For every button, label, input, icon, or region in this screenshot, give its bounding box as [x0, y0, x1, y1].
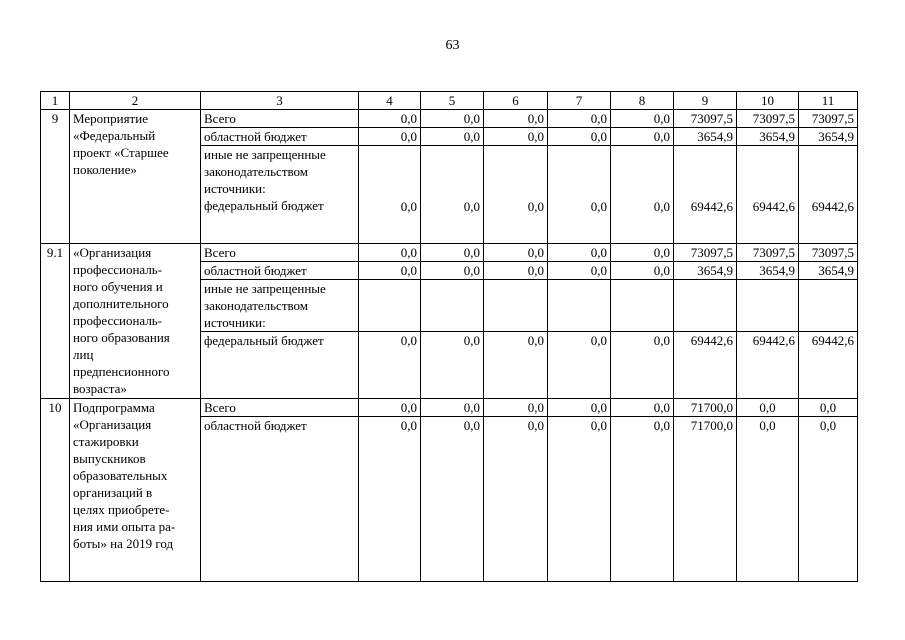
value-cell: 0,0 [421, 110, 484, 128]
header-cell: 5 [421, 92, 484, 110]
row-number: 9 [41, 110, 70, 244]
value-cell: 0,0 [548, 110, 611, 128]
value-cell: 0,0 [421, 262, 484, 280]
value-cell: 3654,9 [799, 128, 858, 146]
value-cell: 69442,6 [737, 332, 799, 399]
value-cell [737, 280, 799, 332]
header-cell: 9 [674, 92, 737, 110]
header-cell: 10 [737, 92, 799, 110]
value-cell: 0,0 [359, 399, 421, 417]
value-cell: 0,0 [737, 417, 799, 582]
value-cell: 0,0 [611, 262, 674, 280]
value-cell: 0,0 [359, 110, 421, 128]
value-cell [548, 280, 611, 332]
value-cell: 73097,5 [737, 110, 799, 128]
value-cell: 71700,0 [674, 399, 737, 417]
value-cell: 0,0 [359, 332, 421, 399]
value-cell: 0,0 [799, 399, 858, 417]
value-cell: 69442,6 [799, 146, 858, 244]
value-cell: 3654,9 [674, 128, 737, 146]
value-cell: 0,0 [421, 332, 484, 399]
value-cell: 0,0 [359, 262, 421, 280]
value-cell: 0,0 [611, 128, 674, 146]
value-cell: 0,0 [359, 244, 421, 262]
value-cell: 0,0 [359, 128, 421, 146]
value-cell: 0,0 [359, 417, 421, 582]
row-number: 10 [41, 399, 70, 582]
value-cell: 3654,9 [737, 262, 799, 280]
header-cell: 1 [41, 92, 70, 110]
value-cell: 0,0 [737, 399, 799, 417]
value-cell: 69442,6 [674, 332, 737, 399]
value-cell [421, 280, 484, 332]
budget-table [40, 91, 858, 582]
header-cell: 3 [201, 92, 359, 110]
value-cell: 0,0 [611, 244, 674, 262]
value-cell: 0,0 [421, 417, 484, 582]
value-cell: 3654,9 [799, 262, 858, 280]
value-cell: 69442,6 [737, 146, 799, 244]
value-cell [674, 280, 737, 332]
value-cell: 0,0 [359, 146, 421, 244]
value-cell: 0,0 [484, 110, 548, 128]
value-cell: 0,0 [484, 417, 548, 582]
value-cell: 0,0 [421, 399, 484, 417]
funding-source: областной бюджет [201, 128, 359, 146]
value-cell: 0,0 [421, 244, 484, 262]
value-cell: 0,0 [484, 128, 548, 146]
funding-source: иные не запрещенные законодательством источники: федеральный бюджет [201, 146, 359, 244]
value-cell: 73097,5 [799, 244, 858, 262]
value-cell: 0,0 [548, 128, 611, 146]
value-cell: 0,0 [548, 262, 611, 280]
value-cell: 73097,5 [674, 244, 737, 262]
value-cell: 0,0 [548, 399, 611, 417]
funding-source: Всего [201, 110, 359, 128]
measure-name: «Организация профессиональ- ного обучения и дополнительного профессиональ- ного образования лиц предпенсионного возраста» [70, 244, 201, 399]
value-cell: 0,0 [484, 244, 548, 262]
value-cell: 0,0 [611, 332, 674, 399]
value-cell: 69442,6 [799, 332, 858, 399]
value-cell: 73097,5 [737, 244, 799, 262]
value-cell: 0,0 [421, 146, 484, 244]
value-cell: 73097,5 [674, 110, 737, 128]
value-cell: 0,0 [484, 399, 548, 417]
table-row [41, 244, 858, 262]
value-cell: 3654,9 [737, 128, 799, 146]
header-cell: 4 [359, 92, 421, 110]
value-cell: 0,0 [484, 332, 548, 399]
funding-source: иные не запрещенные законодательством источники: [201, 280, 359, 332]
value-cell: 0,0 [421, 128, 484, 146]
page-number: 63 [445, 38, 460, 53]
value-cell: 0,0 [611, 146, 674, 244]
value-cell [799, 280, 858, 332]
value-cell [359, 280, 421, 332]
value-cell: 0,0 [484, 146, 548, 244]
value-cell: 3654,9 [674, 262, 737, 280]
row-number: 9.1 [41, 244, 70, 399]
table-row [41, 110, 858, 128]
value-cell: 0,0 [548, 332, 611, 399]
value-cell [611, 280, 674, 332]
value-cell: 0,0 [611, 110, 674, 128]
value-cell: 0,0 [611, 399, 674, 417]
value-cell: 0,0 [548, 417, 611, 582]
header-row [41, 92, 858, 110]
funding-source: областной бюджет [201, 262, 359, 280]
table-row [41, 399, 858, 417]
funding-source: Всего [201, 244, 359, 262]
header-cell: 7 [548, 92, 611, 110]
value-cell: 0,0 [611, 417, 674, 582]
funding-source: Всего [201, 399, 359, 417]
header-cell: 6 [484, 92, 548, 110]
header-cell: 2 [70, 92, 201, 110]
value-cell: 73097,5 [799, 110, 858, 128]
value-cell: 0,0 [548, 146, 611, 244]
measure-name: Мероприятие «Федеральный проект «Старшее поколение» [70, 110, 201, 244]
value-cell: 69442,6 [674, 146, 737, 244]
value-cell: 71700,0 [674, 417, 737, 582]
header-cell: 11 [799, 92, 858, 110]
value-cell: 0,0 [484, 262, 548, 280]
measure-name: Подпрограмма «Организация стажировки выпускников образовательных организаций в целях приобрете- ния ими опыта ра- боты» на 2019 год [70, 399, 201, 582]
value-cell: 0,0 [548, 244, 611, 262]
header-cell: 8 [611, 92, 674, 110]
funding-source: федеральный бюджет [201, 332, 359, 399]
funding-source: областной бюджет [201, 417, 359, 582]
value-cell: 0,0 [799, 417, 858, 582]
value-cell [484, 280, 548, 332]
